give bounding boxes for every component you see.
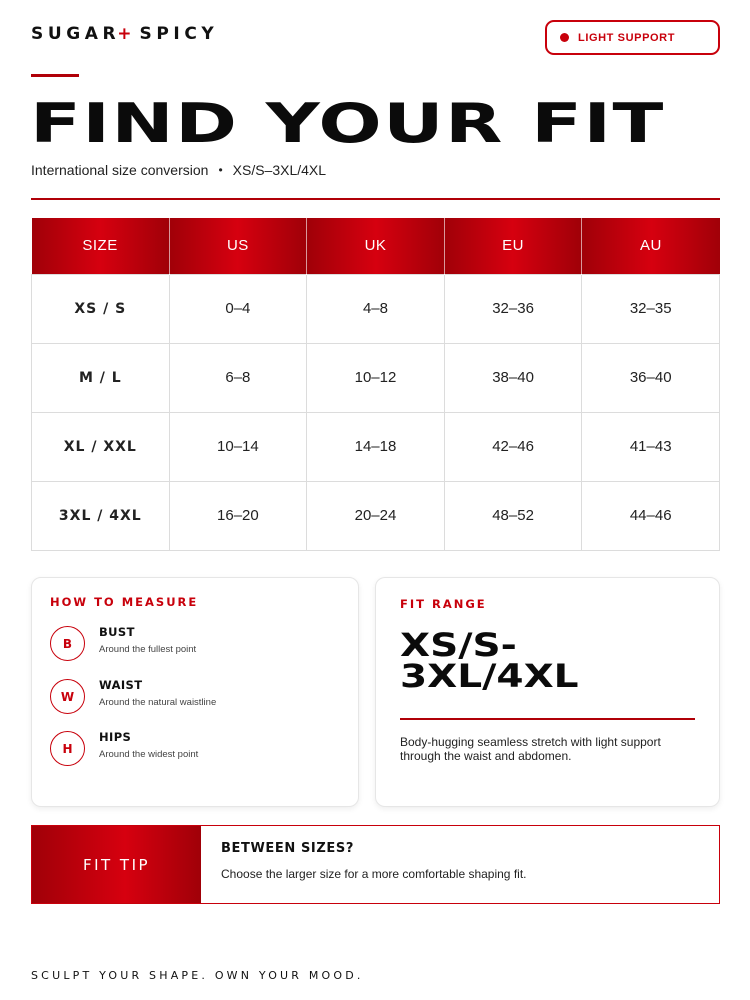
support-badge: [545, 20, 720, 55]
waist-letter-icon: W: [50, 679, 85, 714]
fit-tip-text: Choose the larger size for a more comfortable shaping fit.: [221, 867, 527, 881]
measure-item-desc: Around the natural waistline: [99, 696, 217, 708]
measure-item-title: WAIST: [99, 677, 143, 692]
size-cell: M / L: [32, 343, 170, 412]
measure-heading: HOW TO MEASURE: [50, 595, 199, 609]
us-cell: 6–8: [169, 343, 307, 412]
hips-letter-icon: H: [50, 731, 85, 766]
eu-cell: 48–52: [444, 481, 582, 550]
size-cell: XS / S: [32, 274, 170, 343]
measure-item-title: HIPS: [99, 729, 132, 744]
us-cell: 10–14: [169, 412, 307, 481]
brand-logo: [31, 24, 218, 44]
how-to-measure-card: [31, 577, 359, 807]
fit-tip-title: BETWEEN SIZES?: [221, 841, 354, 856]
table-row: [32, 274, 720, 343]
dot-icon: [560, 33, 569, 42]
accent-divider-short: [31, 74, 79, 77]
table-row: [32, 343, 720, 412]
fit-range-description: Body-hugging seamless stretch with light support through the waist and abdomen.: [400, 735, 661, 763]
eu-cell: 42–46: [444, 412, 582, 481]
brand-name-right: SPICY: [139, 24, 219, 44]
fit-range-divider: [400, 718, 695, 720]
fit-range-value: [400, 626, 579, 695]
page-subtitle: [31, 162, 326, 178]
fit-range-card: [375, 577, 720, 807]
fit-tip-label: FIT TIP: [32, 826, 201, 903]
table-row: [32, 481, 720, 550]
measure-item-waist: [50, 679, 216, 714]
measure-item-title: BUST: [99, 624, 135, 639]
uk-cell: 20–24: [307, 481, 445, 550]
subtitle-range: XS/S–3XL/4XL: [232, 162, 327, 178]
accent-divider-long: [31, 198, 720, 200]
measure-item-bust: [50, 626, 196, 661]
us-cell: 16–20: [169, 481, 307, 550]
brand-plus: +: [117, 24, 140, 44]
uk-cell: 14–18: [307, 412, 445, 481]
fit-range-heading: FIT RANGE: [400, 597, 487, 611]
brand-name-left: SUGAR: [31, 24, 121, 44]
column-header-au: AU: [582, 218, 720, 274]
support-badge-label: LIGHT SUPPORT: [578, 31, 676, 44]
fit-range-line-1: XS/S-: [400, 626, 517, 664]
fit-tip-banner: [31, 825, 720, 904]
measure-item-desc: Around the fullest point: [99, 643, 197, 655]
uk-cell: 4–8: [307, 274, 445, 343]
eu-cell: 32–36: [444, 274, 582, 343]
bust-letter-icon: B: [50, 626, 85, 661]
au-cell: 41–43: [582, 412, 720, 481]
size-conversion-table: [31, 218, 720, 551]
au-cell: 44–46: [582, 481, 720, 550]
size-cell: XL / XXL: [32, 412, 170, 481]
column-header-us: US: [169, 218, 307, 274]
fit-range-line-2: 3XL/4XL: [400, 657, 579, 695]
size-cell: 3XL / 4XL: [32, 481, 170, 550]
column-header-uk: UK: [307, 218, 445, 274]
eu-cell: 38–40: [444, 343, 582, 412]
measure-item-desc: Around the widest point: [99, 748, 199, 760]
column-header-size: SIZE: [32, 218, 170, 274]
subtitle-text: International size conversion: [31, 162, 209, 178]
measure-item-hips: [50, 731, 198, 766]
table-header-row: [32, 218, 720, 274]
uk-cell: 10–12: [307, 343, 445, 412]
column-header-eu: EU: [444, 218, 582, 274]
au-cell: 32–35: [582, 274, 720, 343]
us-cell: 0–4: [169, 274, 307, 343]
table-row: [32, 412, 720, 481]
footer-slogan: SCULPT YOUR SHAPE. OWN YOUR MOOD.: [31, 969, 364, 982]
bullet-separator: •: [218, 163, 223, 177]
au-cell: 36–40: [582, 343, 720, 412]
page-title: FIND YOUR FIT: [30, 92, 665, 155]
